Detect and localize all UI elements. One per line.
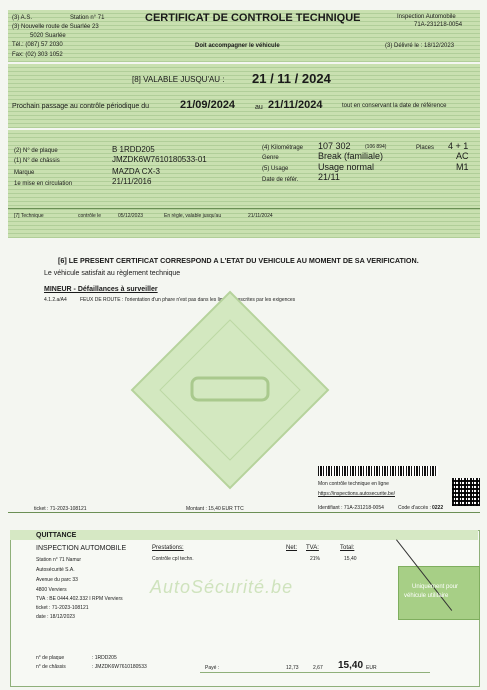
watermark-emblem	[130, 290, 330, 490]
footer-amount: Montant : 15,40 EUR TTC	[186, 506, 244, 512]
next-inspection-from: 21/09/2024	[180, 99, 236, 111]
quittance-company: INSPECTION AUTOMOBILE	[36, 545, 127, 552]
validity-band	[8, 64, 480, 128]
quittance-chassis-label: n° de châssis	[36, 664, 66, 670]
km-label: (4) Kilométrage	[262, 145, 304, 151]
quittance-chassis: : JMZDK6W7610180533	[92, 664, 147, 670]
usage-label: (5) Usage	[262, 166, 289, 172]
qr-code	[452, 478, 480, 506]
genre-value: Break (familiale)	[318, 151, 384, 161]
first-registration-value: 21/11/2016	[112, 177, 152, 186]
defect-description: FEUX DE ROUTE : l'orientation d'un phare n'est pas dans les limites prescrites par les exigences	[80, 297, 296, 303]
tva-rate: 21%	[310, 556, 321, 562]
usage-value: Usage normal	[318, 162, 375, 172]
online-url[interactable]: https://inspections.autosecurite.be/	[318, 491, 395, 497]
reference-value: 21/11	[318, 172, 340, 182]
technique-regle-date: 21/11/2024	[248, 213, 273, 219]
technique-divider	[8, 208, 480, 209]
inspection-label: Inspection Automobile	[397, 14, 456, 20]
technique-controle: contrôle le	[78, 213, 102, 219]
prestation-item: Contrôle cpl techn.	[152, 556, 194, 562]
technique-controle-date: 05/12/2023	[118, 213, 144, 219]
online-label: Mon contrôle technique en ligne	[318, 481, 389, 487]
satisfies-regulation: Le véhicule satisfait au règlement technique	[44, 270, 181, 277]
quittance-plate-label: n° de plaque	[36, 655, 65, 661]
payment-line	[200, 672, 430, 673]
quittance-ticket: ticket : 71-2023-108121	[36, 605, 89, 611]
total-label: Total:	[340, 545, 355, 551]
km-value: 107 302	[318, 141, 351, 151]
m1-value: M1	[456, 162, 469, 172]
quittance-tva: TVA : BE 0444.402.332 I RPM Verviers	[36, 596, 123, 602]
defect-code: 4.1.2.a/A4	[44, 297, 67, 303]
footer-divider	[8, 512, 480, 513]
barcode	[318, 466, 438, 476]
ac-value: AC	[456, 151, 469, 161]
quittance-header	[10, 530, 478, 540]
chassis-label: (1) N° de châssis	[14, 158, 60, 164]
genre-label: Genre	[262, 155, 279, 161]
quittance-org: Autosécurité S.A.	[36, 567, 75, 573]
inspection-code: 71A-231218-0054	[414, 22, 463, 28]
station-fax: Fax: (02) 303 1052	[12, 52, 63, 58]
identifier: Identifiant : 71A-231218-0054	[318, 505, 384, 511]
station-city: 5020 Suarlée	[30, 33, 66, 39]
next-inspection-to: 21/11/2024	[268, 99, 323, 111]
quittance-station: Station n° 71 Namur	[36, 557, 82, 563]
access-code: 0222	[432, 505, 444, 511]
paid-currency: EUR	[366, 665, 377, 671]
station-phone: Tél.: (087) 57 2030	[12, 42, 63, 48]
first-registration-label: 1e mise en circulation	[14, 181, 73, 187]
station-address: (3) Nouvelle route de Suarlée 23	[12, 24, 99, 30]
chassis-value: JMZDK6W7610180533-01	[112, 155, 207, 164]
technique-regle: En règle, valable jusqu'au	[164, 213, 222, 219]
total-line: 15,40	[344, 556, 357, 562]
places-label: Places	[416, 145, 435, 151]
plate-label: (2) N° de plaque	[14, 148, 58, 154]
quittance-title: QUITTANCE	[36, 532, 77, 539]
prestations-label: Prestations:	[152, 545, 184, 551]
quittance-city: 4800 Verviers	[36, 587, 67, 593]
as-label: (3) A.S.	[12, 15, 33, 21]
quittance-date: date : 18/12/2023	[36, 614, 75, 620]
validity-date: 21 / 11 / 2024	[252, 71, 331, 86]
next-inspection-suffix: tout en conservant la date de référence	[342, 103, 447, 109]
utility-stamp-line2: véhicule utilitaire	[404, 593, 449, 599]
tva-label: TVA:	[306, 545, 319, 551]
paid-label: Payé :	[205, 665, 220, 671]
certificate-statement: [6] LE PRESENT CERTIFICAT CORRESPOND A L'ETAT DU VEHICULE AU MOMENT DE SA VERIFICATION.	[58, 256, 419, 265]
autosecurite-logo: AutoSécurité.be	[150, 577, 294, 597]
minor-defects-heading: MINEUR - Défaillances à surveiller	[44, 286, 158, 293]
vehicle-band	[8, 130, 480, 238]
footer-ticket: ticket : 71-2023-108121	[34, 506, 87, 512]
access-code-label: Code d'accès :	[398, 505, 431, 511]
plate-value: B 1RDD205	[112, 145, 155, 154]
certificate-title: CERTIFICAT DE CONTROLE TECHNIQUE	[145, 12, 361, 24]
paid-total: 15,40	[338, 660, 364, 671]
technique-label: [7] Technique	[14, 213, 44, 219]
next-inspection-label: Prochain passage au contrôle périodique du	[12, 103, 149, 110]
quittance-street: Avenue du parc 33	[36, 577, 78, 583]
brand-label: Marque	[14, 170, 35, 176]
utility-stamp-line1: Uniquement pour	[412, 584, 459, 590]
reference-label: Date de référ.	[262, 177, 299, 183]
places-value: 4 + 1	[448, 141, 469, 151]
net-label: Net:	[286, 545, 298, 551]
next-inspection-au: au	[255, 104, 263, 111]
paid-tva: 2,67	[313, 665, 323, 671]
accompany-note: Doit accompagner le véhicule	[195, 43, 280, 49]
validity-label: [8] VALABLE JUSQU'AU :	[132, 75, 225, 84]
station-number: Station n° 71	[70, 15, 105, 21]
quittance-plate: : 1RDD205	[92, 655, 117, 661]
km-extra: (106 894)	[365, 144, 387, 150]
paid-net: 12,73	[286, 665, 299, 671]
issued-date: (3) Délivré le : 18/12/2023	[385, 43, 455, 49]
brand-value: MAZDA CX-3	[112, 167, 161, 176]
